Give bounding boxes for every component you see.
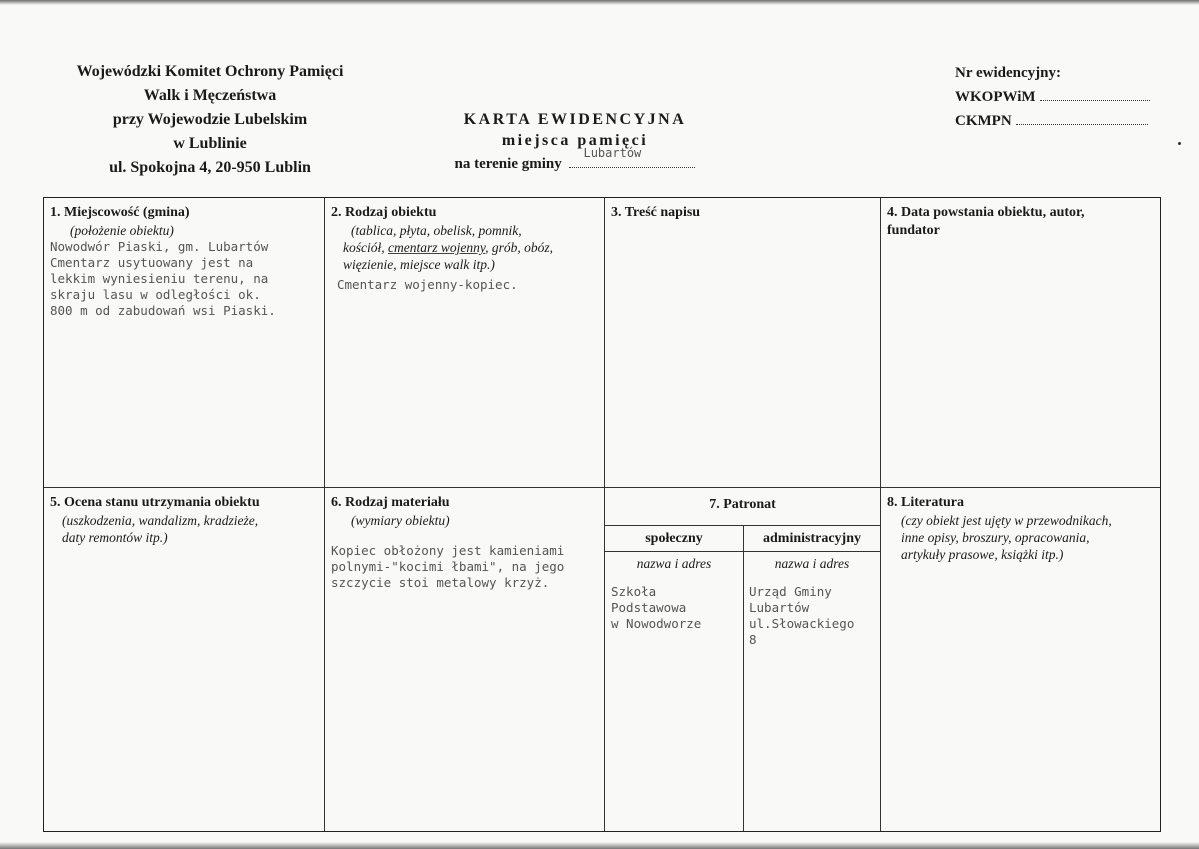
cell-hint: (uszkodzenia, wandalizm, kradzieże, daty remontów itp.) — [62, 513, 259, 545]
gmina-line — [420, 146, 730, 176]
gmina-label: na terenie gminy — [454, 156, 562, 172]
cell-hint: (tablica, płyta, obelisk, pomnik, — [351, 223, 522, 238]
form-title: KARTA EWIDENCYJNA — [463, 111, 687, 128]
cell-hint: (położenie obiektu) — [70, 223, 174, 238]
org-line: Walk i Męczeństwa — [143, 87, 277, 104]
cell-creation-date[interactable] — [881, 198, 1159, 487]
form-subtitle: miejsca pamięci — [501, 132, 649, 149]
wkopwim-row — [955, 85, 1150, 109]
scan-edge-bottom — [0, 842, 1199, 849]
grid-divider — [604, 525, 880, 526]
cell-title: 4. Data powstania obiektu, autor, fundator — [887, 205, 1085, 238]
cell-material[interactable] — [325, 488, 604, 831]
org-line: Wojewódzki Komitet Ochrony Pamięci — [76, 63, 344, 80]
cell-title: 8. Literatura — [887, 495, 964, 510]
gmina-field[interactable] — [569, 146, 695, 168]
org-line: przy Wojewodzie Lubelskim — [112, 111, 308, 128]
cell-literature[interactable] — [881, 488, 1159, 831]
scan-edge-top — [0, 0, 1199, 5]
material-value: Kopiec obłożony jest kamieniami polnymi-"kocimi łbami", na jego szczycie stoi metalowy krzyż. — [331, 543, 565, 590]
patronage-title: 7. Patronat — [709, 497, 776, 512]
nr-label: Nr ewidencyjny: — [955, 65, 1061, 81]
org-address: ul. Spokojna 4, 20-950 Lublin — [109, 159, 311, 176]
social-patron-label: społeczny — [645, 531, 703, 546]
social-patron-field[interactable] — [611, 584, 741, 632]
organization-header — [40, 60, 380, 180]
ckmpn-field[interactable] — [1016, 112, 1148, 125]
administrative-patron-field[interactable] — [749, 584, 879, 648]
wkopwim-label: WKOPWiM — [955, 89, 1036, 105]
gmina-value: Lubartów — [583, 146, 642, 160]
cell-hint — [331, 239, 598, 256]
wkopwim-field[interactable] — [1040, 88, 1150, 101]
cell-hint: (czy obiekt jest ujęty w przewodnikach, inne opisy, broszury, opracowania, artykuły prasowe, książki itp.) — [901, 513, 1112, 562]
grid-divider — [604, 551, 880, 552]
cell-location[interactable] — [44, 198, 324, 487]
cell-condition[interactable] — [44, 488, 324, 831]
cell-hint: (wymiary obiektu) — [351, 513, 450, 528]
form-title-block — [420, 110, 730, 176]
administrative-patron-value: Urząd Gminy Lubartów ul.Słowackiego 8 — [749, 584, 855, 647]
cell-title: 2. Rodzaj obiektu — [331, 205, 437, 220]
social-patron-value: Szkoła Podstawowa w Nowodworze — [611, 584, 702, 631]
cell-title: 6. Rodzaj materiału — [331, 495, 450, 510]
hint-text: kościół, — [343, 240, 388, 255]
administrative-patron-label: administracyjny — [763, 531, 861, 546]
ckmpn-row — [955, 109, 1150, 133]
ckmpn-label: CKMPN — [955, 113, 1012, 129]
marked-option: cmentarz wojenny — [388, 240, 486, 255]
administrative-patron-hint: nazwa i adres — [774, 556, 850, 571]
cell-object-type[interactable] — [325, 198, 604, 487]
hint-text: , grób, obóz, — [485, 240, 554, 255]
cell-title: 1. Miejscowość (gmina) — [50, 205, 190, 220]
object-type-value: Cmentarz wojenny-kopiec. — [337, 277, 518, 292]
cell-inscription[interactable] — [605, 198, 880, 487]
registry-number-block — [955, 61, 1150, 133]
cell-title: 5. Ocena stanu utrzymania obiektu — [50, 495, 260, 510]
scan-speck — [1178, 142, 1181, 145]
location-value: Nowodwór Piaski, gm. Lubartów Cmentarz usytuowany jest na lekkim wyniesieniu terenu, na skraju lasu w odległości ok. 800 m od zabudowań wsi Piaski. — [50, 239, 276, 318]
form-grid — [43, 197, 1161, 832]
org-line: w Lublinie — [173, 135, 247, 152]
social-patron-hint: nazwa i adres — [636, 556, 712, 571]
cell-hint: więzienie, miejsce walk itp.) — [343, 257, 495, 272]
cell-title: 3. Treść napisu — [611, 205, 701, 220]
